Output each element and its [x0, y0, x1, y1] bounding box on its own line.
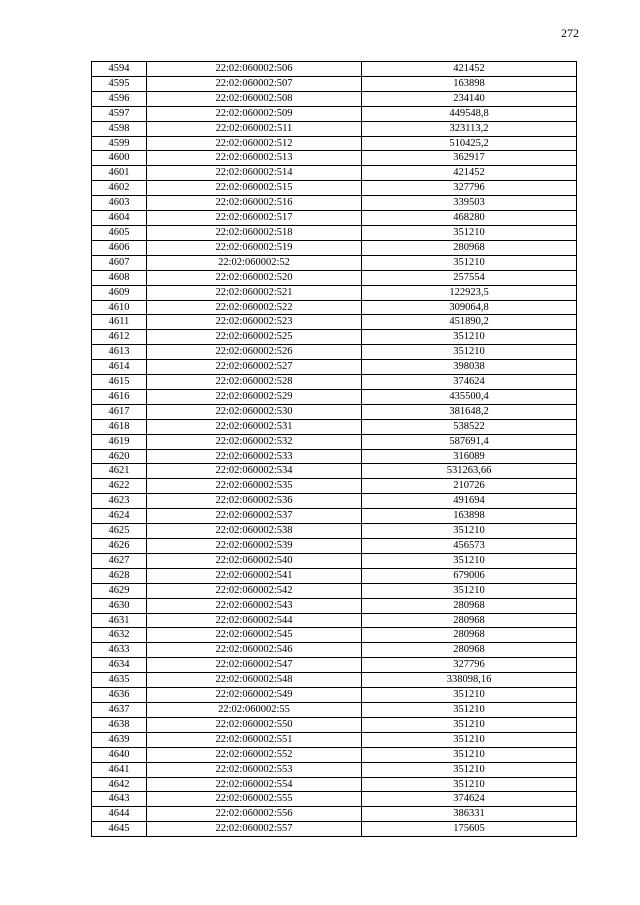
row-number-cell: 4613 [92, 345, 147, 360]
row-number-cell: 4626 [92, 539, 147, 554]
cadastral-value-cell: 351210 [362, 717, 577, 732]
table-row [92, 434, 577, 449]
cadastral-number-cell: 22:02:060002:509 [147, 106, 362, 121]
cadastral-value-cell: 163898 [362, 76, 577, 91]
cadastral-value-cell: 280968 [362, 598, 577, 613]
cadastral-number-cell: 22:02:060002:557 [147, 822, 362, 837]
table-row [92, 598, 577, 613]
cadastral-number-cell: 22:02:060002:520 [147, 270, 362, 285]
cadastral-value-cell: 309064,8 [362, 300, 577, 315]
table-row [92, 822, 577, 837]
cadastral-number-cell: 22:02:060002:539 [147, 539, 362, 554]
row-number-cell: 4624 [92, 509, 147, 524]
table-row [92, 762, 577, 777]
cadastral-value-cell: 351210 [362, 732, 577, 747]
cadastral-value-cell: 280968 [362, 240, 577, 255]
cadastral-number-cell: 22:02:060002:551 [147, 732, 362, 747]
table-row [92, 792, 577, 807]
table-row [92, 702, 577, 717]
cadastral-number-cell: 22:02:060002:553 [147, 762, 362, 777]
row-number-cell: 4632 [92, 628, 147, 643]
cadastral-number-cell: 22:02:060002:508 [147, 91, 362, 106]
table-row [92, 539, 577, 554]
table-row [92, 509, 577, 524]
cadastral-number-cell: 22:02:060002:529 [147, 389, 362, 404]
row-number-cell: 4603 [92, 196, 147, 211]
row-number-cell: 4610 [92, 300, 147, 315]
row-number-cell: 4638 [92, 717, 147, 732]
cadastral-number-cell: 22:02:060002:52 [147, 255, 362, 270]
row-number-cell: 4618 [92, 419, 147, 434]
cadastral-value-cell: 679006 [362, 568, 577, 583]
cadastral-number-cell: 22:02:060002:534 [147, 464, 362, 479]
cadastral-value-cell: 351210 [362, 583, 577, 598]
cadastral-value-cell: 587691,4 [362, 434, 577, 449]
row-number-cell: 4634 [92, 658, 147, 673]
row-number-cell: 4609 [92, 285, 147, 300]
table-row [92, 673, 577, 688]
cadastral-number-cell: 22:02:060002:521 [147, 285, 362, 300]
cadastral-number-cell: 22:02:060002:518 [147, 225, 362, 240]
cadastral-number-cell: 22:02:060002:513 [147, 151, 362, 166]
table-row [92, 628, 577, 643]
table-row [92, 211, 577, 226]
row-number-cell: 4606 [92, 240, 147, 255]
table-row [92, 151, 577, 166]
cadastral-number-cell: 22:02:060002:541 [147, 568, 362, 583]
cadastral-number-cell: 22:02:060002:517 [147, 211, 362, 226]
cadastral-number-cell: 22:02:060002:528 [147, 375, 362, 390]
cadastral-value-cell: 449548,8 [362, 106, 577, 121]
table-row [92, 285, 577, 300]
table-row [92, 300, 577, 315]
table-row [92, 240, 577, 255]
table-row [92, 136, 577, 151]
cadastral-value-cell: 374624 [362, 375, 577, 390]
cadastral-value-cell: 351210 [362, 524, 577, 539]
cadastral-number-cell: 22:02:060002:556 [147, 807, 362, 822]
cadastral-number-cell: 22:02:060002:532 [147, 434, 362, 449]
cadastral-value-cell: 280968 [362, 613, 577, 628]
cadastral-number-cell: 22:02:060002:550 [147, 717, 362, 732]
cadastral-number-cell: 22:02:060002:554 [147, 777, 362, 792]
table-row [92, 62, 577, 77]
row-number-cell: 4630 [92, 598, 147, 613]
table-row [92, 106, 577, 121]
table-row [92, 76, 577, 91]
row-number-cell: 4644 [92, 807, 147, 822]
cadastral-number-cell: 22:02:060002:543 [147, 598, 362, 613]
cadastral-value-cell: 421452 [362, 62, 577, 77]
table-row [92, 121, 577, 136]
cadastral-number-cell: 22:02:060002:546 [147, 643, 362, 658]
cadastral-value-table [91, 61, 577, 837]
cadastral-number-cell: 22:02:060002:552 [147, 747, 362, 762]
table-row [92, 449, 577, 464]
cadastral-number-cell: 22:02:060002:540 [147, 553, 362, 568]
cadastral-value-cell: 327796 [362, 181, 577, 196]
table-row [92, 479, 577, 494]
row-number-cell: 4596 [92, 91, 147, 106]
table-row [92, 419, 577, 434]
table-row [92, 255, 577, 270]
row-number-cell: 4620 [92, 449, 147, 464]
row-number-cell: 4633 [92, 643, 147, 658]
cadastral-number-cell: 22:02:060002:522 [147, 300, 362, 315]
row-number-cell: 4642 [92, 777, 147, 792]
cadastral-value-cell: 421452 [362, 166, 577, 181]
table-row [92, 91, 577, 106]
table-row [92, 196, 577, 211]
cadastral-number-cell: 22:02:060002:536 [147, 494, 362, 509]
cadastral-value-cell: 351210 [362, 688, 577, 703]
cadastral-value-cell: 351210 [362, 255, 577, 270]
cadastral-number-cell: 22:02:060002:537 [147, 509, 362, 524]
cadastral-value-cell: 351210 [362, 747, 577, 762]
cadastral-value-cell: 451890,2 [362, 315, 577, 330]
cadastral-number-cell: 22:02:060002:544 [147, 613, 362, 628]
cadastral-value-cell: 351210 [362, 777, 577, 792]
row-number-cell: 4605 [92, 225, 147, 240]
row-number-cell: 4595 [92, 76, 147, 91]
row-number-cell: 4619 [92, 434, 147, 449]
table-row [92, 225, 577, 240]
cadastral-value-cell: 468280 [362, 211, 577, 226]
cadastral-number-cell: 22:02:060002:514 [147, 166, 362, 181]
cadastral-value-cell: 280968 [362, 628, 577, 643]
cadastral-number-cell: 22:02:060002:533 [147, 449, 362, 464]
row-number-cell: 4639 [92, 732, 147, 747]
cadastral-number-cell: 22:02:060002:525 [147, 330, 362, 345]
row-number-cell: 4631 [92, 613, 147, 628]
row-number-cell: 4636 [92, 688, 147, 703]
table-row [92, 270, 577, 285]
row-number-cell: 4622 [92, 479, 147, 494]
table-row [92, 494, 577, 509]
row-number-cell: 4627 [92, 553, 147, 568]
cadastral-value-cell: 327796 [362, 658, 577, 673]
cadastral-number-cell: 22:02:060002:549 [147, 688, 362, 703]
cadastral-number-cell: 22:02:060002:547 [147, 658, 362, 673]
row-number-cell: 4602 [92, 181, 147, 196]
table-row [92, 375, 577, 390]
table-row [92, 643, 577, 658]
table-row [92, 732, 577, 747]
cadastral-value-cell: 435500,4 [362, 389, 577, 404]
cadastral-value-cell: 122923,5 [362, 285, 577, 300]
cadastral-value-cell: 491694 [362, 494, 577, 509]
cadastral-number-cell: 22:02:060002:548 [147, 673, 362, 688]
row-number-cell: 4615 [92, 375, 147, 390]
table-row [92, 464, 577, 479]
page-number: 272 [561, 26, 579, 40]
cadastral-number-cell: 22:02:060002:523 [147, 315, 362, 330]
cadastral-value-cell: 374624 [362, 792, 577, 807]
cadastral-value-cell: 531263,66 [362, 464, 577, 479]
row-number-cell: 4607 [92, 255, 147, 270]
cadastral-number-cell: 22:02:060002:538 [147, 524, 362, 539]
table-row [92, 330, 577, 345]
cadastral-number-cell: 22:02:060002:512 [147, 136, 362, 151]
cadastral-value-cell: 386331 [362, 807, 577, 822]
cadastral-value-cell: 351210 [362, 225, 577, 240]
table-row [92, 404, 577, 419]
cadastral-number-cell: 22:02:060002:506 [147, 62, 362, 77]
row-number-cell: 4641 [92, 762, 147, 777]
row-number-cell: 4601 [92, 166, 147, 181]
cadastral-value-cell: 316089 [362, 449, 577, 464]
row-number-cell: 4635 [92, 673, 147, 688]
table-row [92, 807, 577, 822]
cadastral-value-cell: 381648,2 [362, 404, 577, 419]
cadastral-value-cell: 234140 [362, 91, 577, 106]
cadastral-number-cell: 22:02:060002:527 [147, 360, 362, 375]
table-row [92, 658, 577, 673]
row-number-cell: 4616 [92, 389, 147, 404]
row-number-cell: 4612 [92, 330, 147, 345]
table-row [92, 568, 577, 583]
row-number-cell: 4637 [92, 702, 147, 717]
cadastral-value-cell: 163898 [362, 509, 577, 524]
row-number-cell: 4599 [92, 136, 147, 151]
row-number-cell: 4600 [92, 151, 147, 166]
table-row [92, 524, 577, 539]
row-number-cell: 4629 [92, 583, 147, 598]
row-number-cell: 4597 [92, 106, 147, 121]
cadastral-value-cell: 339503 [362, 196, 577, 211]
cadastral-value-cell: 351210 [362, 330, 577, 345]
cadastral-number-cell: 22:02:060002:545 [147, 628, 362, 643]
row-number-cell: 4608 [92, 270, 147, 285]
cadastral-number-cell: 22:02:060002:530 [147, 404, 362, 419]
table-row [92, 315, 577, 330]
table-row [92, 688, 577, 703]
cadastral-value-cell: 538522 [362, 419, 577, 434]
cadastral-number-cell: 22:02:060002:515 [147, 181, 362, 196]
cadastral-number-cell: 22:02:060002:555 [147, 792, 362, 807]
cadastral-number-cell: 22:02:060002:516 [147, 196, 362, 211]
table-row [92, 166, 577, 181]
table-row [92, 747, 577, 762]
cadastral-value-cell: 210726 [362, 479, 577, 494]
cadastral-number-cell: 22:02:060002:542 [147, 583, 362, 598]
cadastral-number-cell: 22:02:060002:511 [147, 121, 362, 136]
cadastral-value-cell: 351210 [362, 702, 577, 717]
cadastral-number-cell: 22:02:060002:526 [147, 345, 362, 360]
row-number-cell: 4598 [92, 121, 147, 136]
cadastral-value-cell: 510425,2 [362, 136, 577, 151]
cadastral-value-cell: 351210 [362, 553, 577, 568]
table-row [92, 360, 577, 375]
row-number-cell: 4628 [92, 568, 147, 583]
table-row [92, 345, 577, 360]
row-number-cell: 4617 [92, 404, 147, 419]
cadastral-number-cell: 22:02:060002:55 [147, 702, 362, 717]
cadastral-value-cell: 362917 [362, 151, 577, 166]
row-number-cell: 4623 [92, 494, 147, 509]
row-number-cell: 4614 [92, 360, 147, 375]
row-number-cell: 4604 [92, 211, 147, 226]
cadastral-value-cell: 456573 [362, 539, 577, 554]
cadastral-value-cell: 338098,16 [362, 673, 577, 688]
cadastral-number-cell: 22:02:060002:519 [147, 240, 362, 255]
cadastral-value-cell: 257554 [362, 270, 577, 285]
cadastral-value-cell: 351210 [362, 762, 577, 777]
row-number-cell: 4645 [92, 822, 147, 837]
row-number-cell: 4643 [92, 792, 147, 807]
cadastral-number-cell: 22:02:060002:507 [147, 76, 362, 91]
row-number-cell: 4611 [92, 315, 147, 330]
cadastral-value-cell: 398038 [362, 360, 577, 375]
table-row [92, 777, 577, 792]
table-row [92, 613, 577, 628]
table-row [92, 583, 577, 598]
row-number-cell: 4625 [92, 524, 147, 539]
table-row [92, 717, 577, 732]
row-number-cell: 4640 [92, 747, 147, 762]
cadastral-value-cell: 351210 [362, 345, 577, 360]
row-number-cell: 4594 [92, 62, 147, 77]
table-row [92, 181, 577, 196]
table-row [92, 389, 577, 404]
row-number-cell: 4621 [92, 464, 147, 479]
cadastral-value-cell: 323113,2 [362, 121, 577, 136]
cadastral-value-cell: 280968 [362, 643, 577, 658]
table-body [92, 62, 577, 837]
cadastral-value-cell: 175605 [362, 822, 577, 837]
cadastral-number-cell: 22:02:060002:535 [147, 479, 362, 494]
table-row [92, 553, 577, 568]
cadastral-number-cell: 22:02:060002:531 [147, 419, 362, 434]
